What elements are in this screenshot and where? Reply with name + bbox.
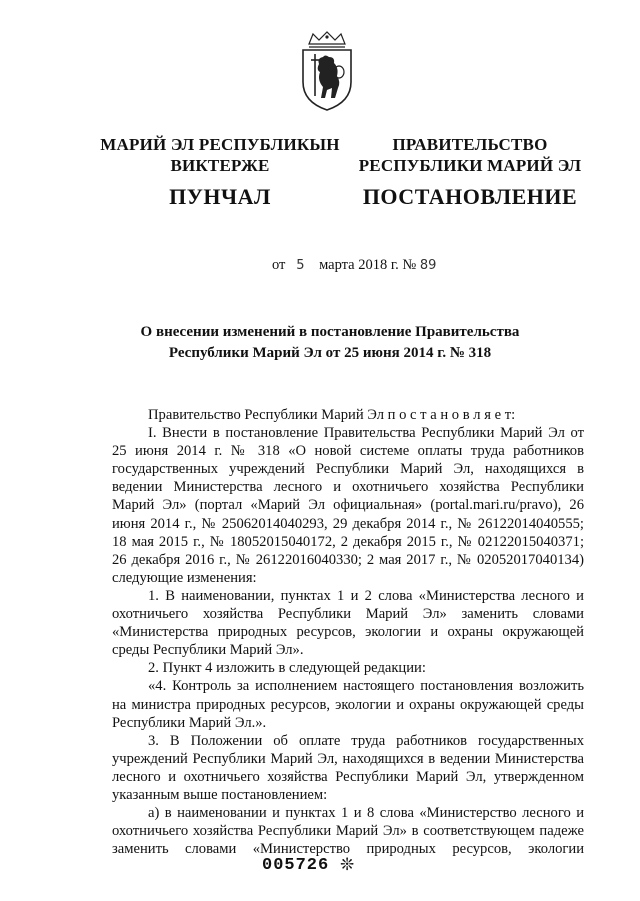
- header-right-line1: ПРАВИТЕЛЬСТВО: [392, 135, 548, 154]
- coat-of-arms-mari-el-icon: [297, 30, 357, 112]
- document-dateline: [272, 257, 436, 274]
- footer-mark-icon: ❊: [340, 855, 355, 874]
- body-paragraph: а) в наименовании и пунктах 1 и 8 слова «Министерство лесного и охотничьего хозяйства Республики Марий Эл» в соответствующем падеже заменить словами «Министерство природных ресурсов, экологии: [112, 805, 584, 858]
- dateline-number: 89: [419, 258, 437, 273]
- dateline-day: 5: [296, 258, 305, 273]
- body-paragraph: 3. В Положении об оплате труда работников государственных учреждений Республики Марий Эл, находящихся в ведении Министерства лесного и охотничьего хозяйства Республики Марий Эл, утвержденном указанным выше постановлением:: [112, 732, 584, 803]
- header-right-doc-type: ПОСТАНОВЛЕНИЕ: [362, 184, 578, 209]
- document-title: [110, 322, 550, 364]
- document-body: [112, 406, 584, 858]
- body-paragraph: 1. В наименовании, пунктах 1 и 2 слова «Министерства лесного и охотничьего хозяйства Республики Марий Эл» заменить словами «Министерства природных ресурсов, экологии и охраны окружающей среды Республики Марий Эл».: [112, 587, 584, 659]
- header-left: [95, 134, 345, 207]
- body-paragraph: I. Внести в постановление Правительства Республики Марий Эл от 25 июня 2014 г. № 318 «О новой системе оплаты труда работников государственных учреждений Республики Марий Эл, находящихся в ведении Министерства лесного и охотничьего хозяйства Республики Марий Эл» (портал «Марий Эл официальная» (portal.mari.ru/pravo), 26 июня 2014 г., № 25062014040293, 29 декабря 2014 г., № 26122014040555; 18 мая 2015 г., № 18052015040172, 2 декабря 2015 г., № 02122015040371; 26 декабря 2016 г., № 26122016040330; 2 мая 2017 г., № 02052017040134) следующие изменения:: [112, 425, 584, 586]
- body-paragraph: Правительство Республики Марий Эл п о с т а н о в л я е т:: [148, 407, 516, 423]
- title-line2: Республики Марий Эл от 25 июня 2014 г. № 318: [168, 345, 492, 361]
- body-paragraph: 2. Пункт 4 изложить в следующей редакции:: [148, 660, 426, 677]
- title-line1: О внесении изменений в постановление Правительства: [140, 324, 520, 340]
- header-right: [350, 134, 590, 207]
- header-left-line1: МАРИЙ ЭЛ РЕСПУБЛИКЫН: [100, 135, 340, 154]
- body-paragraph: «4. Контроль за исполнением настоящего постановления возложить на министра природных ресурсов, экологии и охраны окружающей среды Республики Марий Эл.».: [112, 678, 584, 731]
- header-left-doc-type: ПУНЧАЛ: [169, 184, 271, 209]
- dateline-month-year: марта 2018 г. №: [319, 257, 417, 273]
- footer-serial-number: 005726: [262, 856, 330, 875]
- header-right-line2: РЕСПУБЛИКИ МАРИЙ ЭЛ: [358, 156, 582, 175]
- dateline-prefix: от: [272, 257, 286, 273]
- header-left-line2: ВИКТЕРЖЕ: [170, 156, 270, 175]
